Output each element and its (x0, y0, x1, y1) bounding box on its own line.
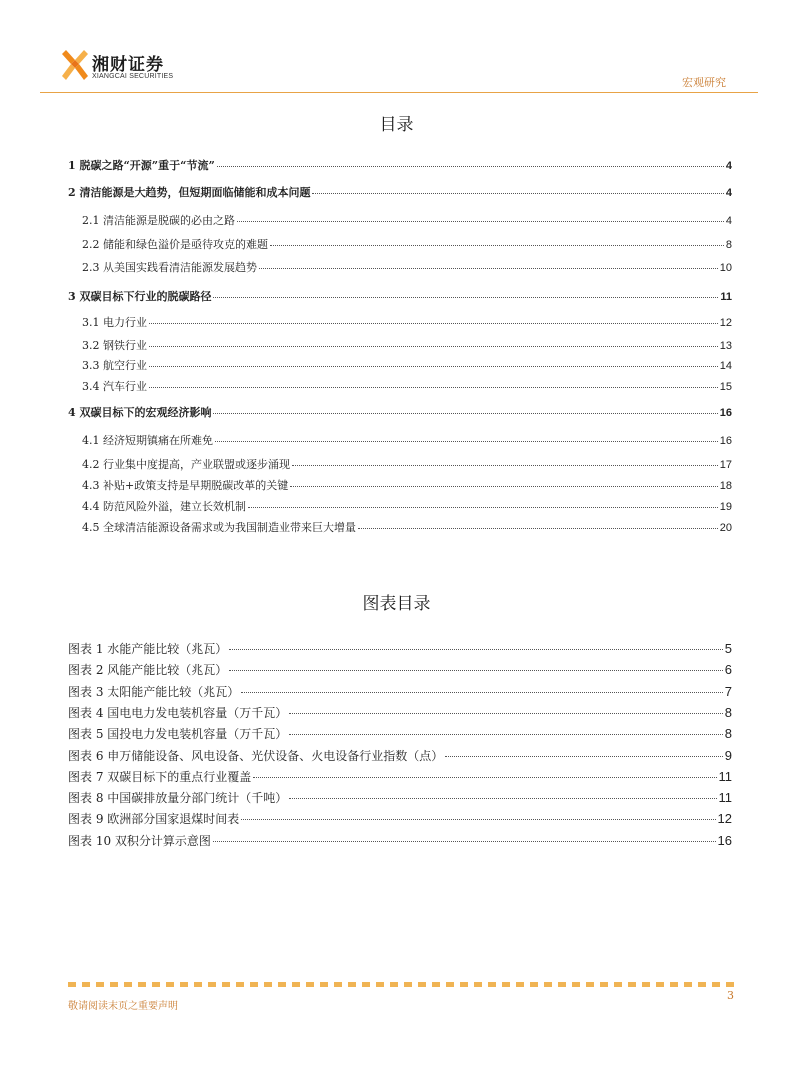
figure-entry-label: 图表 8 中国碳排放量分部门统计（千吨） (68, 791, 288, 806)
company-name-cn: 湘财证券 (92, 55, 164, 75)
toc-entry-label: 2.2 储能和绿色溢价是亟待攻克的难题 (82, 238, 268, 251)
toc-entry-label: 3.3 航空行业 (82, 359, 147, 372)
dot-leader (292, 465, 718, 466)
toc-entry[interactable] (82, 456, 732, 472)
figure-entry[interactable] (68, 661, 732, 679)
toc-title: 目录 (379, 115, 414, 135)
toc-entry[interactable] (82, 212, 732, 228)
dot-leader (312, 193, 723, 194)
dot-leader (149, 387, 718, 388)
toc-entry-label: 1 脱碳之路“开源”重于“节流” (68, 159, 215, 172)
toc-entry[interactable] (82, 477, 732, 493)
figure-entry-page: 5 (724, 641, 732, 656)
toc-entry-label: 4.1 经济短期镇痛在所难免 (82, 434, 213, 447)
figure-entry-label: 图表 3 太阳能产能比较（兆瓦） (68, 684, 240, 699)
figure-entry-label: 图表 9 欧洲部分国家退煤时间表 (68, 812, 240, 827)
figure-entry-label: 图表 5 国投电力发电装机容量（万千瓦） (68, 727, 288, 742)
figures-toc-title: 图表目录 (362, 594, 431, 614)
dot-leader (290, 486, 718, 487)
toc-entry-label: 3.2 钢铁行业 (82, 339, 147, 352)
dot-leader (270, 245, 724, 246)
toc-entry-page: 4 (725, 187, 732, 199)
figure-entry-page: 16 (717, 832, 732, 848)
toc-entry[interactable] (68, 288, 732, 304)
toc-entry[interactable] (82, 236, 732, 252)
toc-entry-page: 11 (720, 291, 732, 303)
figure-entry[interactable] (68, 810, 732, 828)
dot-leader (229, 670, 723, 671)
dot-leader (241, 692, 723, 693)
toc-entry-page: 14 (719, 360, 732, 372)
header-divider (40, 92, 758, 93)
dot-leader (248, 507, 718, 508)
dot-leader (289, 798, 716, 799)
figure-entry-label: 图表 7 双碳目标下的重点行业覆盖 (68, 769, 252, 784)
report-section-label: 宏观研究 (682, 76, 726, 89)
dot-leader (445, 756, 722, 757)
page-number: 3 (727, 989, 734, 1002)
page-header (40, 40, 758, 94)
figure-entry-page: 12 (717, 811, 732, 827)
figure-entry-label: 图表 4 国电电力发电装机容量（万千瓦） (68, 705, 288, 720)
toc-entry[interactable] (82, 378, 732, 394)
figure-entry-page: 7 (724, 683, 732, 699)
toc-entry-label: 3.1 电力行业 (82, 316, 147, 329)
dot-leader (289, 734, 723, 735)
toc-entry-page: 10 (719, 262, 732, 274)
toc-entry-page: 19 (719, 501, 732, 513)
figure-entry-label: 图表 1 水能产能比较（兆瓦） (68, 642, 228, 656)
figure-entry[interactable] (68, 704, 732, 722)
figure-entry-page: 11 (718, 768, 732, 784)
dot-leader (215, 441, 718, 442)
toc-entry-label: 2.3 从美国实践看清洁能源发展趋势 (82, 261, 257, 274)
dot-leader (253, 777, 716, 778)
company-name-en: XIANGCAI SECURITIES (92, 73, 174, 80)
toc-entry-page: 4 (725, 160, 732, 172)
dot-leader (229, 649, 723, 650)
toc-entry[interactable] (82, 519, 732, 535)
dot-leader (217, 166, 724, 167)
figure-entry[interactable] (68, 747, 732, 765)
toc-entry-page: 20 (719, 522, 732, 534)
toc-entry-page: 8 (725, 239, 732, 251)
footer-decor-bar (68, 982, 740, 987)
toc-entry[interactable] (82, 498, 732, 514)
figure-entry-label: 图表 2 风能产能比较（兆瓦） (68, 663, 228, 678)
figure-entry[interactable] (68, 640, 732, 658)
dot-leader (213, 841, 716, 842)
dot-leader (149, 323, 718, 324)
toc-entry[interactable] (82, 314, 732, 330)
toc-entry[interactable] (68, 404, 732, 420)
figure-entry[interactable] (68, 789, 732, 807)
toc-entry[interactable] (82, 259, 732, 275)
dot-leader (213, 297, 718, 298)
toc-entry-page: 17 (719, 459, 732, 471)
figure-entry-page: 11 (718, 790, 732, 806)
dot-leader (289, 713, 723, 714)
toc-entry[interactable] (68, 184, 732, 200)
dot-leader (358, 528, 718, 529)
figure-entry-page: 8 (724, 726, 732, 742)
toc-entry-label: 4.5 全球清洁能源设备需求或为我国制造业带来巨大增量 (82, 521, 356, 534)
figure-entry[interactable] (68, 725, 732, 743)
figure-entry[interactable] (68, 683, 732, 701)
figure-entry-page: 9 (724, 747, 732, 763)
toc-entry-label: 2 清洁能源是大趋势，但短期面临储能和成本问题 (68, 186, 311, 199)
toc-entry[interactable] (82, 432, 732, 448)
toc-entry-label: 4.3 补贴+政策支持是早期脱碳改革的关键 (82, 479, 289, 492)
toc-entry[interactable] (82, 337, 732, 353)
toc-entry[interactable] (82, 357, 732, 373)
toc-entry-page: 18 (719, 480, 732, 492)
toc-entry-page: 12 (719, 317, 732, 329)
toc-entry-label: 3.4 汽车行业 (82, 380, 147, 393)
xiangcai-logo-icon (62, 48, 88, 82)
toc-entry-page: 16 (719, 407, 732, 419)
dot-leader (149, 366, 718, 367)
dot-leader (149, 346, 718, 347)
figure-entry-label: 图表 6 申万储能设备、风电设备、光伏设备、火电设备行业指数（点） (68, 748, 444, 763)
toc-entry-page: 13 (719, 340, 732, 352)
figure-entry[interactable] (68, 768, 732, 786)
figure-entry-label: 图表 10 双积分计算示意图 (68, 833, 211, 848)
toc-entry-label: 3 双碳目标下行业的脱碳路径 (68, 290, 212, 303)
dot-leader (259, 268, 718, 269)
toc-entry-page: 15 (719, 381, 732, 393)
figure-entry-page: 6 (724, 662, 732, 678)
toc-entry-label: 2.1 清洁能源是脱碳的必由之路 (82, 214, 235, 227)
figure-entry[interactable] (68, 832, 732, 850)
figure-entry-page: 8 (724, 704, 732, 720)
footer-disclaimer: 敬请阅读末页之重要声明 (68, 1001, 178, 1012)
toc-entry[interactable] (68, 157, 732, 173)
dot-leader (241, 819, 715, 820)
toc-entry-label: 4.2 行业集中度提高，产业联盟或逐步涌现 (82, 458, 290, 471)
dot-leader (237, 221, 724, 222)
toc-entry-page: 4 (725, 215, 732, 227)
toc-entry-label: 4.4 防范风险外溢，建立长效机制 (82, 500, 246, 513)
toc-entry-label: 4 双碳目标下的宏观经济影响 (68, 406, 212, 419)
dot-leader (213, 413, 717, 414)
toc-entry-page: 16 (719, 435, 732, 447)
